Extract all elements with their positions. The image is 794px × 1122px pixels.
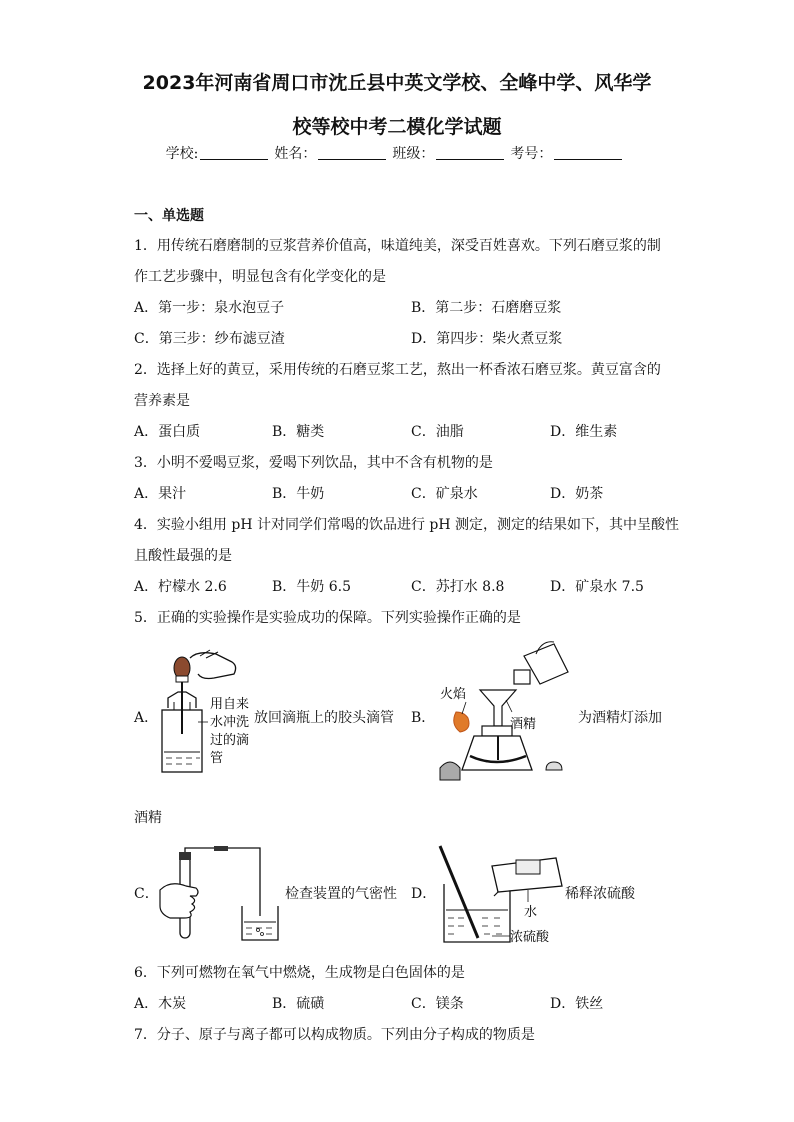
class-blank[interactable] [436,159,504,160]
dropper-bottle-figure [158,648,258,778]
number-blank[interactable] [554,159,622,160]
q5-option-d[interactable]: D． [411,886,437,902]
school-label: 学校: [165,146,199,162]
q5-option-c-text: 检查装置的气密性 [285,886,397,902]
q2-stem-line2: 营养素是 [134,393,190,409]
student-info-row [0,143,794,163]
q4-option-b[interactable]: B．牛奶 6.5 [272,579,352,595]
q4-stem-line1: 4．实验小组用 pH 计对同学们常喝的饮品进行 pH 测定，测定的结果如下，其中呈酸性 [134,517,680,533]
q3-stem-line1: 3．小明不爱喝豆浆，爱喝下列饮品，其中不含有机物的是 [134,455,493,471]
water-label: 水 [524,905,538,920]
dropper-label-line4: 管 [210,751,224,766]
q5-option-a[interactable]: A． [134,710,159,726]
q2-stem-line1: 2．选择上好的黄豆，采用传统的石磨豆浆工艺，熬出一杯香浓石磨豆浆。黄豆富含的 [134,362,661,378]
q6-option-d[interactable]: D．铁丝 [550,996,604,1012]
q2-option-c[interactable]: C．油脂 [411,424,464,440]
q5-option-c[interactable]: C． [134,886,159,902]
q6-stem-line1: 6．下列可燃物在氧气中燃烧，生成物是白色固体的是 [134,965,465,981]
school-blank[interactable] [200,159,268,160]
q5-option-a-text: 放回滴瓶上的胶头滴管 [254,710,394,726]
q5-option-b-text-cont: 酒精 [134,810,162,826]
q4-option-d[interactable]: D．矿泉水 7.5 [550,579,644,595]
q6-option-b[interactable]: B．硫磺 [272,996,325,1012]
name-blank[interactable] [318,159,386,160]
exam-title-line1: 2023年河南省周口市沈丘县中英文学校、全峰中学、风华学 [142,72,652,94]
q2-option-b[interactable]: B．糖类 [272,424,325,440]
q6-option-c[interactable]: C．镁条 [411,996,464,1012]
q1-stem-line2: 作工艺步骤中，明显包含有化学变化的是 [134,269,386,285]
q2-option-d[interactable]: D．维生素 [550,424,618,440]
name-label: 姓名： [274,146,317,162]
q1-option-b[interactable]: B．第二步：石磨磨豆浆 [411,300,562,316]
q4-stem-line2: 且酸性最强的是 [134,548,232,564]
q4-option-c[interactable]: C．苏打水 8.8 [411,579,505,595]
airtightness-figure [156,846,282,942]
exam-title-line2: 校等校中考二模化学试题 [292,116,502,138]
q5-option-d-text: 稀释浓硫酸 [565,886,635,902]
q4-option-a[interactable]: A．柠檬水 2.6 [134,579,227,595]
q5-option-b[interactable]: B． [411,710,436,726]
q3-option-d[interactable]: D．奶茶 [550,486,604,502]
q2-option-a[interactable]: A．蛋白质 [134,424,201,440]
flame-label: 火焰 [440,687,467,702]
q3-option-b[interactable]: B．牛奶 [272,486,325,502]
dropper-label-line1: 用自来 [210,697,250,712]
dropper-label-line3: 过的滴 [210,733,250,748]
dilute-acid-figure [438,844,572,948]
q1-option-c[interactable]: C．第三步：纱布滤豆渣 [134,331,285,347]
q5-option-b-text: 为酒精灯添加 [578,710,662,726]
q1-option-d[interactable]: D．第四步：柴火煮豆浆 [411,331,563,347]
q7-stem-line1: 7．分子、原子与离子都可以构成物质。下列由分子构成的物质是 [134,1027,535,1043]
q3-option-a[interactable]: A．果汁 [134,486,187,502]
acid-label: 浓硫酸 [510,930,550,945]
q1-stem-line1: 1．用传统石磨磨制的豆浆营养价值高，味道纯美，深受百姓喜欢。下列石磨豆浆的制 [134,238,661,254]
number-label: 考号： [510,146,553,162]
class-label: 班级： [392,146,435,162]
q1-option-a[interactable]: A．第一步：泉水泡豆子 [134,300,285,316]
alcohol-lamp-figure [436,640,576,790]
alcohol-label: 酒精 [510,717,537,732]
q6-option-a[interactable]: A．木炭 [134,996,187,1012]
q5-stem-line1: 5．正确的实验操作是实验成功的保障。下列实验操作正确的是 [134,610,521,626]
q3-option-c[interactable]: C．矿泉水 [411,486,478,502]
dropper-label-line2: 水冲洗 [210,715,250,730]
section-heading: 一、单选题 [134,208,204,224]
